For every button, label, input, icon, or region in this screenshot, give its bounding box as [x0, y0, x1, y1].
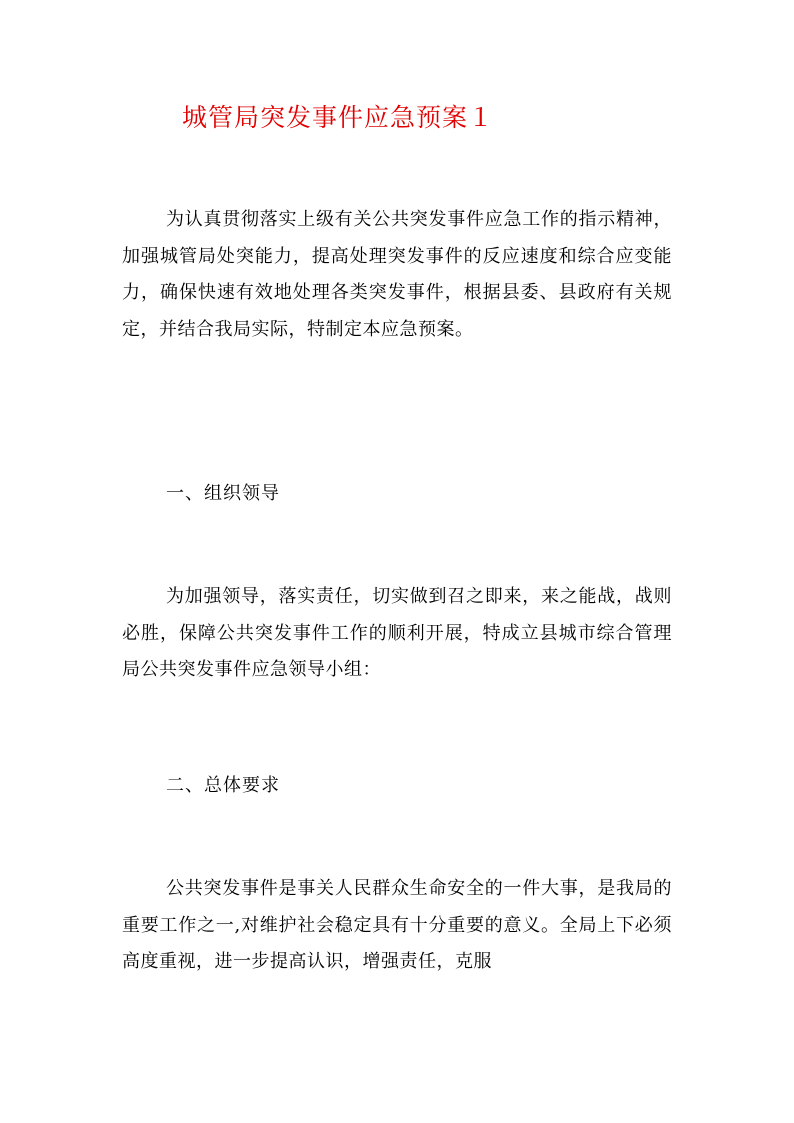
section-heading-requirements: 二、总体要求 [166, 775, 280, 796]
paragraph-requirements: 公共突发事件是事关人民群众生命安全的一件大事，是我局的重要工作之一,对维护社会稳定具有十分重要的意义。全局上下必须高度重视，进一步提高认识，增强责任，克服 [122, 878, 672, 972]
paragraph-organization: 为加强领导，落实责任，切实做到召之即来，来之能战，战则必胜，保障公共突发事件工作的顺利开展，特成立县城市综合管理局公共突发事件应急领导小组： [122, 586, 672, 680]
paragraph-intro: 为认真贯彻落实上级有关公共突发事件应急工作的指示精神，加强城管局处突能力，提高处理突发事件的反应速度和综合应变能力，确保快速有效地处理各类突发事件，根据县委、县政府有关规定，并结合我局实际，特制定本应急预案。 [122, 209, 672, 340]
document-title: 城管局突发事件应急预案１ [182, 103, 495, 132]
section-heading-organization: 一、组织领导 [166, 483, 280, 504]
